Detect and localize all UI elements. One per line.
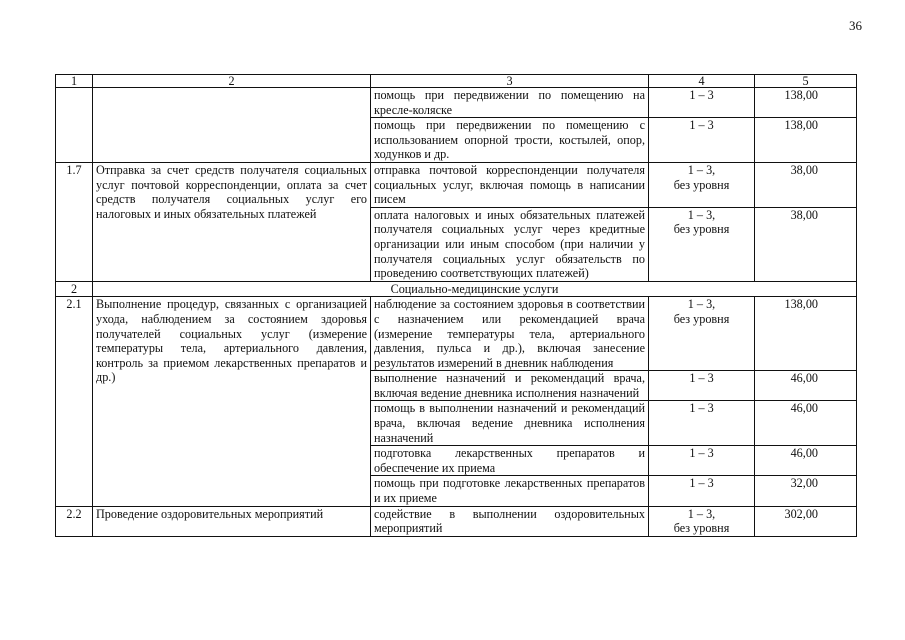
- grade-line: 1 – 3,: [687, 506, 716, 521]
- cell-price: 46,00: [755, 401, 857, 446]
- cell-grade: 1 – 3: [649, 446, 755, 476]
- cell-name: Отправка за счет средств получателя социальных услуг почтовой корреспонденции, оплата за счет средств получателя социальных услуг его налоговых и иных обязательных платежей: [93, 162, 371, 281]
- cell-number: 1.7: [56, 162, 93, 281]
- cell-name: Выполнение процедур, связанных с организацией ухода, наблюдением за состоянием здоровья получателей социальных услуг (измерение температуры тела, артериального давления, контроль за приемом лекарственных препаратов и др.): [93, 297, 371, 506]
- cell-service: помощь при подготовке лекарственных препаратов и их приеме: [371, 476, 649, 506]
- grade-line: без уровня: [673, 177, 730, 192]
- cell-name: [93, 88, 371, 163]
- cell-price: 138,00: [755, 118, 857, 163]
- cell-grade: 1 – 3: [649, 88, 755, 118]
- cell-grade: 1 – 3: [649, 476, 755, 506]
- header-row: [56, 75, 857, 88]
- cell-service: выполнение назначений и рекомендаций врача, включая ведение дневника исполнения назначений: [371, 371, 649, 401]
- grade-line: 1 – 3,: [687, 207, 716, 222]
- table-row: [56, 506, 857, 536]
- table-row: [56, 88, 857, 118]
- cell-name: Проведение оздоровительных мероприятий: [93, 506, 371, 536]
- cell-grade: 1 – 3: [649, 401, 755, 446]
- cell-grade: [649, 297, 755, 371]
- cell-service: помощь в выполнении назначений и рекомендаций врача, включая ведение дневника исполнения назначений: [371, 401, 649, 446]
- cell-number: 2.2: [56, 506, 93, 536]
- cell-grade: [649, 162, 755, 207]
- cell-price: 46,00: [755, 371, 857, 401]
- cell-grade: [649, 506, 755, 536]
- table-row: [56, 162, 857, 207]
- cell-service: отправка почтовой корреспонденции получателя социальных услуг, включая помощь в написании писем: [371, 162, 649, 207]
- header-col-5: 5: [755, 75, 857, 88]
- cell-number: [56, 88, 93, 163]
- cell-service: оплата налоговых и иных обязательных платежей получателя социальных услуг через кредитные организации или иным способом (при наличии у получателя социальных услуг обязательств по проведению соответствующих платежей): [371, 207, 649, 281]
- table-row: [56, 297, 857, 371]
- header-col-2: 2: [93, 75, 371, 88]
- header-col-4: 4: [649, 75, 755, 88]
- grade-line: 1 – 3,: [687, 162, 716, 177]
- grade-line: без уровня: [673, 521, 730, 536]
- cell-price: 302,00: [755, 506, 857, 536]
- grade-line: 1 – 3,: [687, 297, 716, 312]
- cell-service: наблюдение за состоянием здоровья в соответствии с назначением или рекомендацией врача (измерение температуры тела, артериального давления, пульса и др.), включая занесение результатов измерений в дневник наблюдения: [371, 297, 649, 371]
- cell-price: 32,00: [755, 476, 857, 506]
- cell-price: 38,00: [755, 207, 857, 281]
- header-col-1: 1: [56, 75, 93, 88]
- cell-service: содействие в выполнении оздоровительных мероприятий: [371, 506, 649, 536]
- page-number: 36: [849, 18, 862, 33]
- header-col-3: 3: [371, 75, 649, 88]
- cell-price: 138,00: [755, 297, 857, 371]
- cell-service: подготовка лекарственных препаратов и обеспечение их приема: [371, 446, 649, 476]
- grade-line: без уровня: [673, 222, 730, 237]
- cell-number: 2.1: [56, 297, 93, 506]
- cell-grade: 1 – 3: [649, 118, 755, 163]
- cell-price: 46,00: [755, 446, 857, 476]
- cell-price: 138,00: [755, 88, 857, 118]
- cell-grade: 1 – 3: [649, 371, 755, 401]
- cell-price: 38,00: [755, 162, 857, 207]
- section-number: 2: [56, 281, 93, 297]
- section-title: Социально-медицинские услуги: [93, 281, 857, 297]
- cell-grade: [649, 207, 755, 281]
- services-table: [55, 74, 857, 537]
- cell-service: помощь при передвижении по помещению на кресле-коляске: [371, 88, 649, 118]
- grade-line: без уровня: [673, 311, 730, 326]
- cell-service: помощь при передвижении по помещению с использованием опорной трости, костылей, опор, ходунков и др.: [371, 118, 649, 163]
- section-row: [56, 281, 857, 297]
